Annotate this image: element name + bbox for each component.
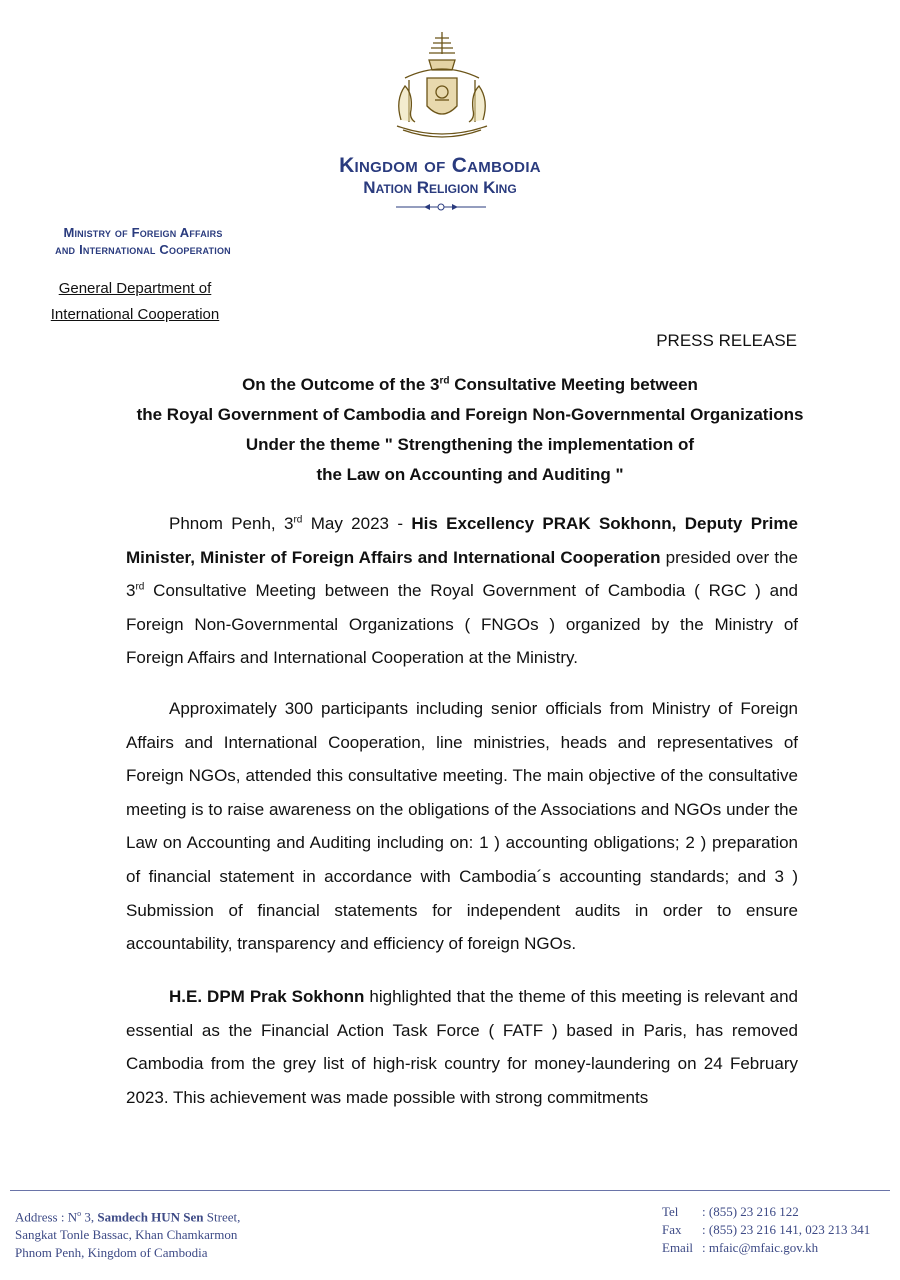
letterhead-kingdom [300,154,580,198]
department-line-1: General Department of [58,280,212,297]
contact-fax: Fax : (855) 23 216 141, 023 213 341 [662,1222,871,1237]
address-line-3: Phnom Penh, Kingdom of Cambodia [15,1245,208,1261]
paragraph-3: H.E. DPM Prak Sokhonn highlighted that the theme of this meeting is relevant and essential as the Financial Action Task Force ( FATF ) based in Paris, has removed Cambodia from the grey list of high-risk country for money-laundering on 24 February 2023. This achievement was made possible with strong commitments [126,987,798,1107]
speaker-name: His Excellency PRAK Sokhonn, Deputy Prime Minister, Minister of Foreign Affairs and International Cooperation [126,514,798,567]
national-motto: Nation Religion King [363,178,517,198]
contact-email: Email : mfaic@mfaic.gov.kh [662,1240,819,1255]
ministry-name [10,224,276,258]
paragraph-2: Approximately 300 participants including senior officials from Ministry of Foreign Affairs and International Cooperation, line ministries, heads and representatives of Foreign NGOs, attended this consultative meeting. The main objective of the consultative meeting is to raise awareness on the obligations of the Associations and NGOs under the Law on Accounting and Auditing including on: 1 ) accounting obligations; 2 ) preparation of financial statement in accordance with Cambodia´s accounting standards; and 3 ) Submission of financial statements for independent audits in order to ensure accountability, transparency and efficiency of foreign NGOs. [126,699,798,954]
royal-coat-of-arms-emblem [383,30,501,142]
title-line-4: the Law on Accounting and Auditing " [316,465,624,484]
press-release-title [40,370,900,490]
paragraph-3-speaker: H.E. DPM Prak Sokhonn [169,987,365,1006]
ministry-line-2: and International Cooperation [55,242,231,257]
contact-tel: Tel : (855) 23 216 122 [662,1204,799,1219]
footer-address [15,1205,240,1262]
title-line-3: Under the theme " Strengthening the implementation of [245,435,695,454]
department-name [30,276,240,328]
footer-divider [10,1190,890,1191]
department-line-2: International Cooperation [50,306,220,323]
ornament-divider [396,202,486,212]
document-type: PRESS RELEASE [656,331,797,350]
address-line-1: Address : $N^o$ 3, Samdech HUN Sen Street, [15,1209,241,1225]
address-line-2: Sangkat Tonle Bassac, Khan Chamkarmon [15,1227,238,1243]
kingdom-name: Kingdom of Cambodia [339,154,541,177]
ministry-line-1: Ministry of Foreign Affairs [63,225,223,240]
title-line-2: the Royal Government of Cambodia and Foreign Non-Governmental Organizations [136,405,804,424]
footer-contact [662,1203,870,1257]
paragraph-1: Phnom Penh, 3rd May 2023 - His Excellency PRAK Sokhonn, Deputy Prime Minister, Minister of Foreign Affairs and International Cooperation presided over the 3rd Consultative Meeting between the Royal Government of Cambodia ( RGC ) and Foreign Non-Governmental Organizations ( FNGOs ) organized by the Ministry of Foreign Affairs and International Cooperation at the Ministry. [126,514,798,668]
title-line-1: On the Outcome of the 3rd Consultative Meeting between [242,375,698,394]
